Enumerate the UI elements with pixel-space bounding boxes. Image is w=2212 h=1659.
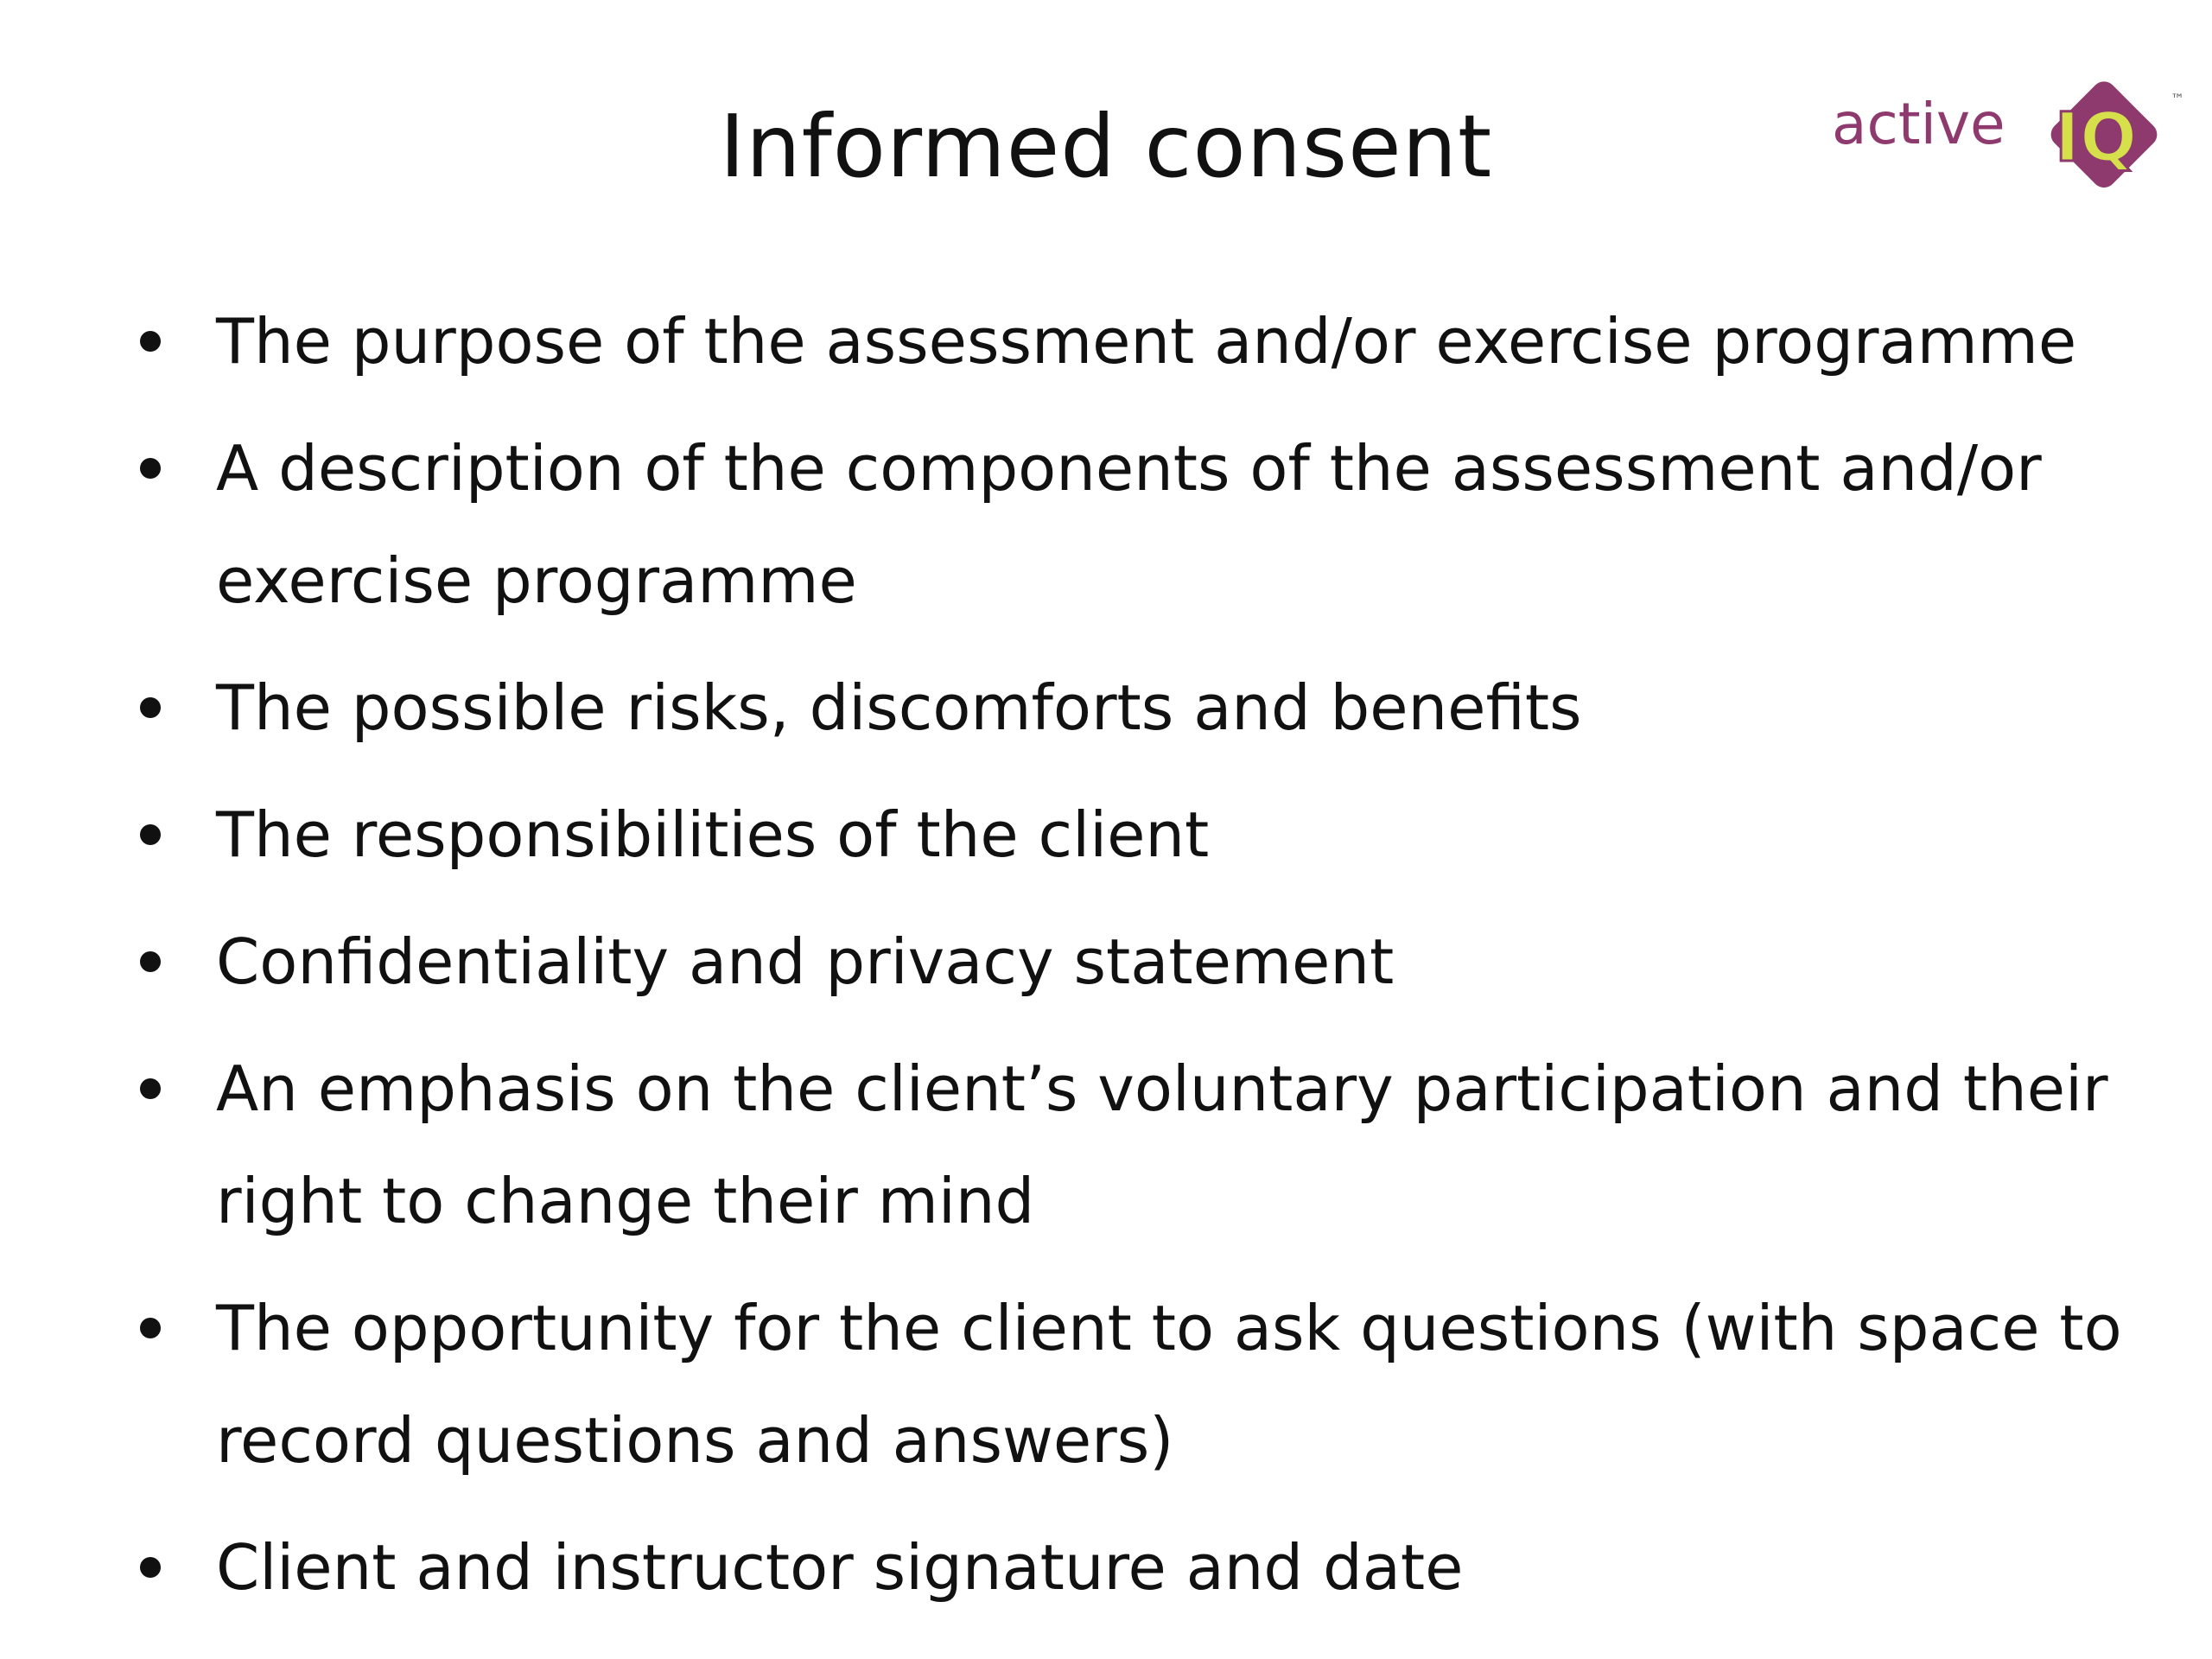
list-item bbox=[130, 779, 2134, 891]
bullet-icon bbox=[140, 331, 161, 352]
bullet-icon bbox=[140, 1318, 161, 1338]
bullet-text: Confidentiality and privacy statement bbox=[216, 925, 1395, 998]
logo-wordmark: active bbox=[1832, 91, 2005, 157]
bullet-list bbox=[130, 285, 2134, 1638]
bullet-text: An emphasis on the client’s voluntary participation and their right to change their mind bbox=[216, 1052, 2108, 1237]
bullet-icon bbox=[140, 951, 161, 972]
bullet-text: The opportunity for the client to ask questions (with space to record questions and answers) bbox=[216, 1292, 2122, 1477]
list-item bbox=[130, 285, 2134, 397]
list-item bbox=[130, 652, 2134, 764]
bullet-icon bbox=[140, 458, 161, 479]
bullet-icon bbox=[140, 824, 161, 845]
logo-trademark: ™ bbox=[2171, 91, 2184, 107]
active-iq-logo bbox=[1832, 76, 2195, 206]
slide-title: Informed consent bbox=[719, 96, 1493, 197]
logo-mark: IQ bbox=[2055, 99, 2138, 177]
bullet-icon bbox=[140, 1078, 161, 1099]
bullet-text: The purpose of the assessment and/or exercise programme bbox=[216, 305, 2077, 378]
list-item bbox=[130, 1511, 2134, 1624]
list-item bbox=[130, 1272, 2134, 1497]
bullet-icon bbox=[140, 697, 161, 718]
bullet-text: The responsibilities of the client bbox=[216, 798, 1210, 871]
bullet-icon bbox=[140, 1557, 161, 1578]
bullet-text: The possible risks, discomforts and benefits bbox=[216, 671, 1582, 744]
bullet-text: A description of the components of the assessment and/or exercise programme bbox=[216, 432, 2042, 617]
list-item bbox=[130, 906, 2134, 1018]
list-item bbox=[130, 1033, 2134, 1257]
list-item bbox=[130, 412, 2134, 637]
bullet-text: Client and instructor signature and date bbox=[216, 1531, 1464, 1604]
